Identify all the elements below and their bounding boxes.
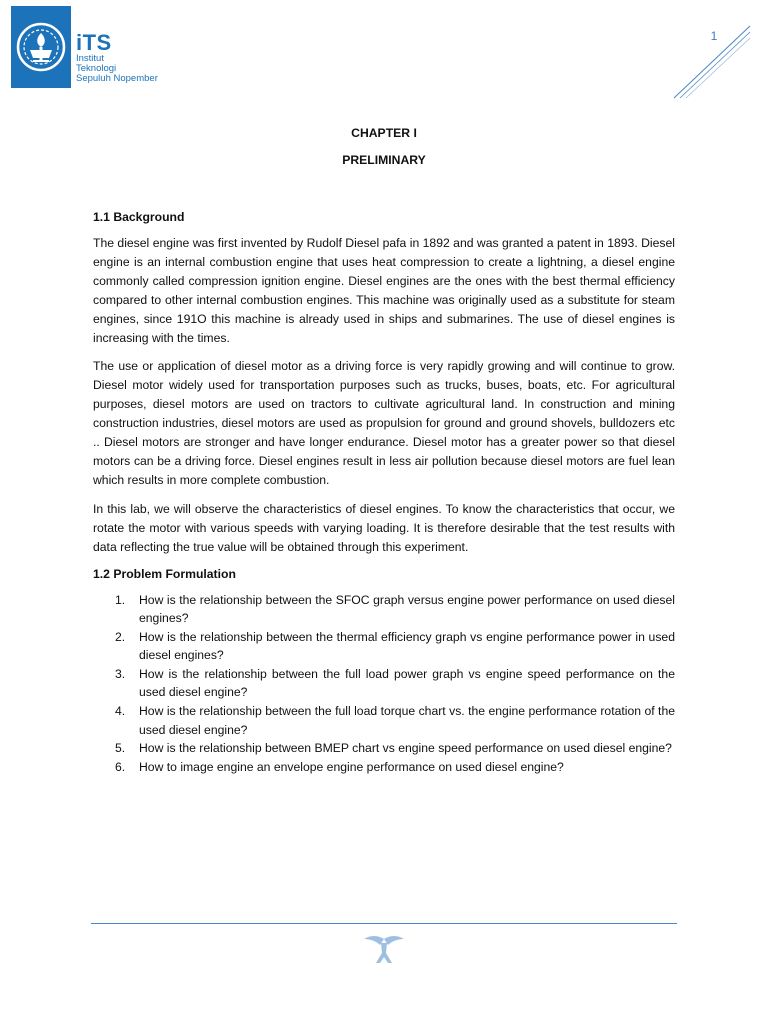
logo-line-2: Teknologi <box>76 63 117 74</box>
list-item <box>93 739 675 758</box>
footer-divider <box>91 923 677 924</box>
footer-emblem-icon <box>362 933 406 965</box>
list-item <box>93 591 675 628</box>
problem-list <box>93 591 675 777</box>
list-item <box>93 628 675 665</box>
page-number: 1 <box>710 29 718 43</box>
list-item-text: How is the relationship between the full load power graph vs engine speed performance on the used diesel engine? <box>139 666 675 700</box>
its-emblem-icon <box>11 6 71 88</box>
document-body <box>93 124 675 776</box>
list-item-text: How is the relationship between the full load torque chart vs. the engine performance rotation of the used diesel engine? <box>139 704 675 737</box>
list-item-number: 1. <box>115 592 126 607</box>
list-item-number: 2. <box>115 629 126 644</box>
its-logo <box>8 6 160 88</box>
logo-its-short: iTS <box>76 30 112 55</box>
list-item <box>93 702 675 739</box>
list-item <box>93 665 675 702</box>
list-item-text: How is the relationship between the thermal efficiency graph vs engine performance power in used diesel engines? <box>139 629 675 663</box>
its-logo-text <box>76 32 168 84</box>
list-item-number: 6. <box>115 759 126 774</box>
corner-decoration-icon <box>670 24 754 102</box>
logo-line-1: Institut <box>76 53 104 64</box>
list-item-text: How is the relationship between the SFOC graph versus engine power performance on used diesel engines? <box>139 592 675 626</box>
section-heading-problem-formulation: 1.2 Problem Formulation <box>93 566 236 581</box>
list-item-text: How to image engine an envelope engine performance on used diesel engine? <box>139 759 564 774</box>
logo-line-3: Sepuluh Nopember <box>76 73 158 84</box>
list-item-number: 5. <box>115 741 126 756</box>
background-paragraph-1: The diesel engine was first invented by Rudolf Diesel pafa in 1892 and was granted a patent in 1893. Diesel engine is an internal combustion engine that uses heat compression to create a lightning, a diesel engine commonly called compression ignition engine. Diesel engines are the ones with the best thermal efficiency compared to other internal combustion engines. This machine was originally used as a substitute for steam engines, since 191O this machine is already used in ships and submarines. The use of diesel engines is increasing with the times. <box>93 236 675 345</box>
background-paragraph-2: The use or application of diesel motor as a driving force is very rapidly growing and will continue to grow. Diesel motor widely used for transportation purposes such as trucks, buses, boats, etc. For agricultural purposes, diesel motors are used on tractors to cultivate agricultural land. In construction and mining construction industries, diesel motors are used as propulsion for ground and ground shovels, bulldozers etc .. Diesel motors are stronger and have longer endurance. Diesel motor has a greater power so that diesel motors can be a driving force. Diesel engines result in less air pollution because diesel motors are fuel lean which results in more complete combustion. <box>93 359 675 487</box>
background-paragraph-3: In this lab, we will observe the characteristics of diesel engines. To know the characteristics that occur, we rotate the motor with various speeds with varying loading. It is therefore desirable that the test results with data reflecting the true value will be obtained through this experiment. <box>93 501 675 554</box>
list-item-text: How is the relationship between BMEP chart vs engine speed performance on used diesel engine? <box>139 741 672 756</box>
chapter-title: PRELIMINARY <box>342 153 426 167</box>
section-heading-background: 1.1 Background <box>93 210 185 224</box>
its-emblem <box>11 6 71 88</box>
list-item-number: 4. <box>115 704 126 719</box>
chapter-label: CHAPTER I <box>351 126 417 140</box>
list-item <box>93 758 675 777</box>
list-item-number: 3. <box>115 666 126 681</box>
